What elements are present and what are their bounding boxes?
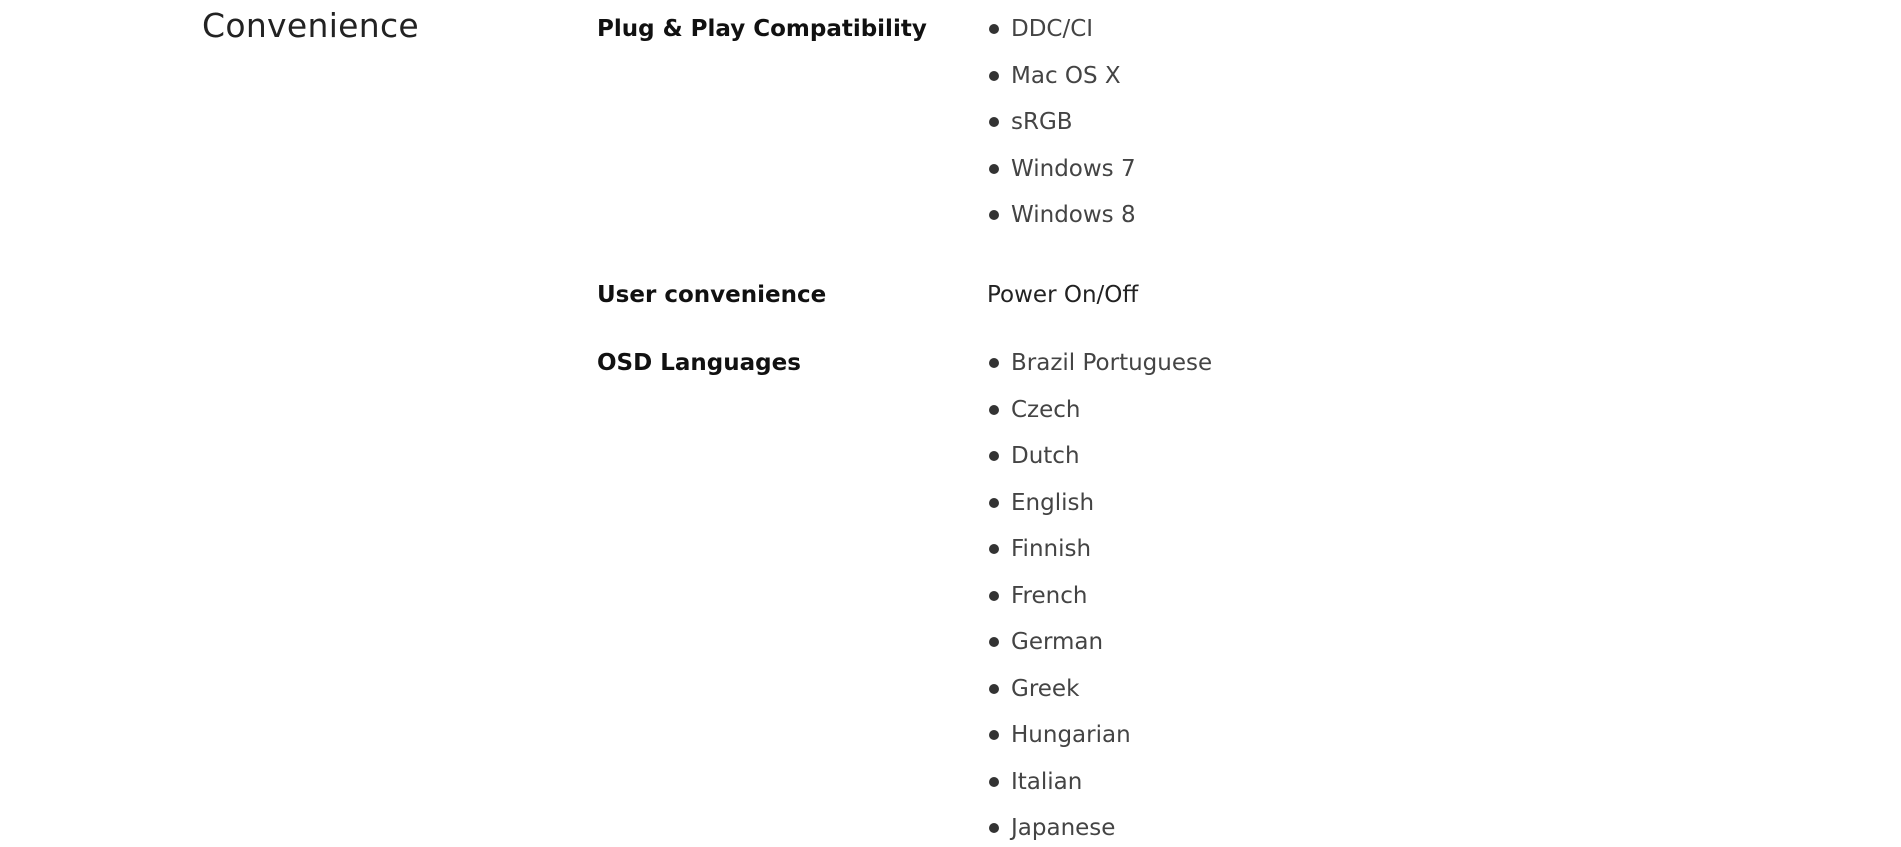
bullet-icon <box>989 117 999 127</box>
list-item <box>987 767 1212 814</box>
list-item <box>987 348 1212 395</box>
list-item <box>987 488 1212 535</box>
bullet-icon <box>989 684 999 694</box>
bullet-icon <box>989 405 999 415</box>
bullet-icon <box>989 164 999 174</box>
bullet-icon <box>989 544 999 554</box>
list-item <box>987 61 1136 108</box>
list-item-text: Hungarian <box>1011 722 1131 748</box>
list-item-text: Japanese <box>1011 815 1116 841</box>
section-title: Convenience <box>202 6 420 45</box>
list-item-text: Dutch <box>1011 443 1080 469</box>
spec-label-plug-play: Plug & Play Compatibility <box>597 16 927 42</box>
spec-label-user-convenience: User convenience <box>597 282 827 308</box>
bullet-icon <box>989 358 999 368</box>
spec-value-user-convenience: Power On/Off <box>987 282 1139 308</box>
bullet-icon <box>989 451 999 461</box>
list-item <box>987 674 1212 721</box>
list-item <box>987 813 1212 847</box>
list-item <box>987 395 1212 442</box>
list-item-text: Brazil Portuguese <box>1011 350 1213 376</box>
list-item-text: French <box>1011 582 1088 609</box>
list-item <box>987 200 1136 247</box>
spec-values-plug-play <box>987 14 1136 247</box>
list-item <box>987 14 1136 61</box>
bullet-icon <box>989 498 999 508</box>
list-item-text: Windows 8 <box>1011 202 1136 228</box>
list-item-text: Italian <box>1011 768 1083 795</box>
bullet-icon <box>989 777 999 787</box>
bullet-icon <box>989 24 999 34</box>
list-item-text: Finnish <box>1011 536 1092 562</box>
bullet-icon <box>989 730 999 740</box>
list-item-text: Windows 7 <box>1011 155 1136 182</box>
list-item-text: Czech <box>1011 396 1081 423</box>
list-item-text: sRGB <box>1011 109 1073 135</box>
list-item-text: English <box>1011 489 1095 516</box>
list-item <box>987 581 1212 628</box>
list-item <box>987 154 1136 201</box>
list-item-text: Greek <box>1011 675 1080 702</box>
bullet-icon <box>989 637 999 647</box>
spec-label-osd-languages: OSD Languages <box>597 350 801 376</box>
list-item <box>987 441 1212 488</box>
bullet-icon <box>989 71 999 81</box>
list-item-text: DDC/CI <box>1011 16 1094 42</box>
spec-values-osd-languages <box>987 348 1212 847</box>
list-item <box>987 720 1212 767</box>
bullet-icon <box>989 591 999 601</box>
list-item-text: Mac OS X <box>1011 62 1121 89</box>
list-item <box>987 534 1212 581</box>
bullet-icon <box>989 823 999 833</box>
bullet-icon <box>989 210 999 220</box>
list-item-text: German <box>1011 629 1104 655</box>
list-item <box>987 107 1136 154</box>
list-item <box>987 627 1212 674</box>
